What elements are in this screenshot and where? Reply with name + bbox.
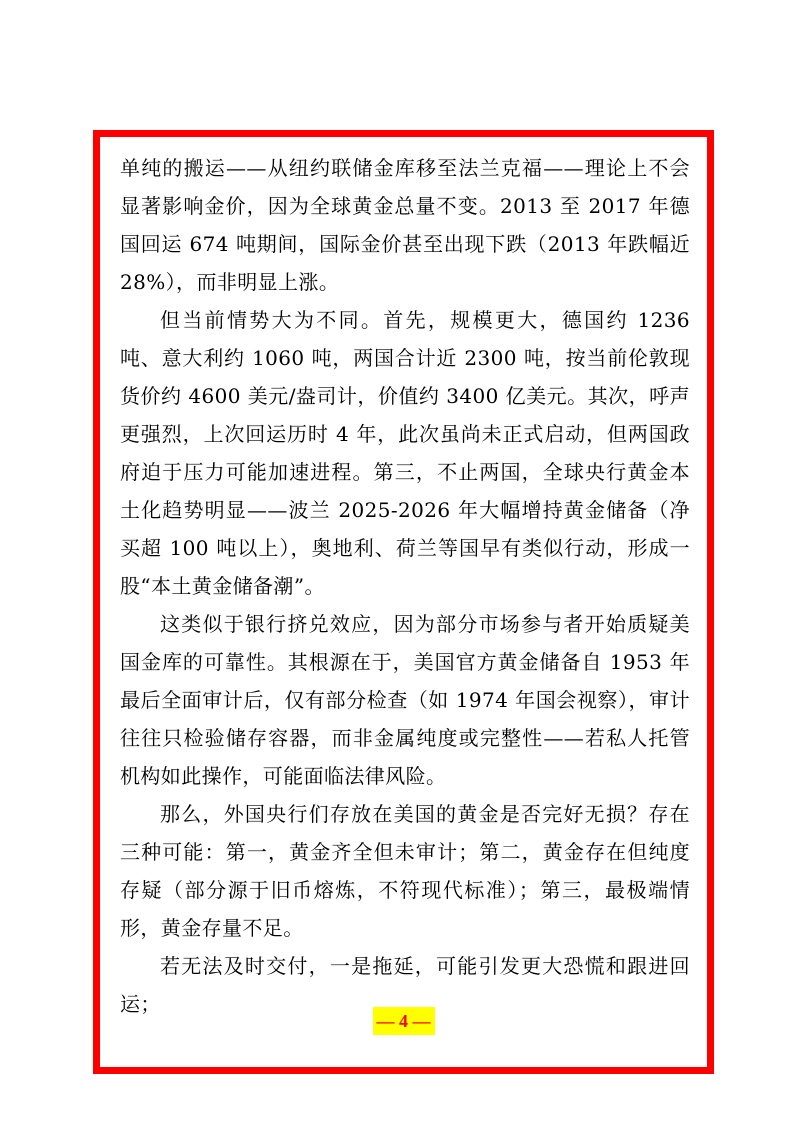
page-border-frame (93, 130, 714, 1074)
paragraph: 单纯的搬运——从纽约联储金库移至法兰克福——理论上不会显著影响金价，因为全球黄金总量不变。2013 至 2017 年德国回运 674 吨期间，国际金价甚至出现下跌（2013 年跌幅近 28%），而非明显上涨。 (120, 156, 690, 294)
page-footer (100, 1007, 707, 1035)
page-number: — 4 — (373, 1007, 435, 1035)
document-body (120, 149, 690, 1023)
paragraph: 那么，外国央行们存放在美国的黄金是否完好无损？存在三种可能：第一，黄金齐全但未审计；第二，黄金存在但纯度存疑（部分源于旧币熔炼，不符现代标准）；第三，最极端情形，黄金存量不足。 (120, 802, 690, 940)
paragraph: 若无法及时交付，一是拖延，可能引发更大恐慌和跟进回运； (120, 954, 690, 1016)
paragraph: 但当前情势大为不同。首先，规模更大，德国约 1236 吨、意大利约 1060 吨，两国合计近 2300 吨，按当前伦敦现货价约 4600 美元/盎司计，价值约 3400 亿美元。其次，呼声更强烈，上次回运历时 4 年，此次虽尚未正式启动，但两国政府迫于压力可能加速进程。第三，不止两国，全球央行黄金本土化趋势明显——波兰 2025-2026 年大幅增持黄金储备（净买超 100 吨以上），奥地利、荷兰等国早有类似行动，形成一股“本土黄金储备潮”。 (120, 308, 690, 598)
paragraph: 这类似于银行挤兑效应，因为部分市场参与者开始质疑美国金库的可靠性。其根源在于，美国官方黄金储备自 1953 年最后全面审计后，仅有部分检查（如 1974 年国会视察），审计往往只检验储存容器，而非金属纯度或完整性——若私人托管机构如此操作，可能面临法律风险。 (120, 612, 690, 788)
